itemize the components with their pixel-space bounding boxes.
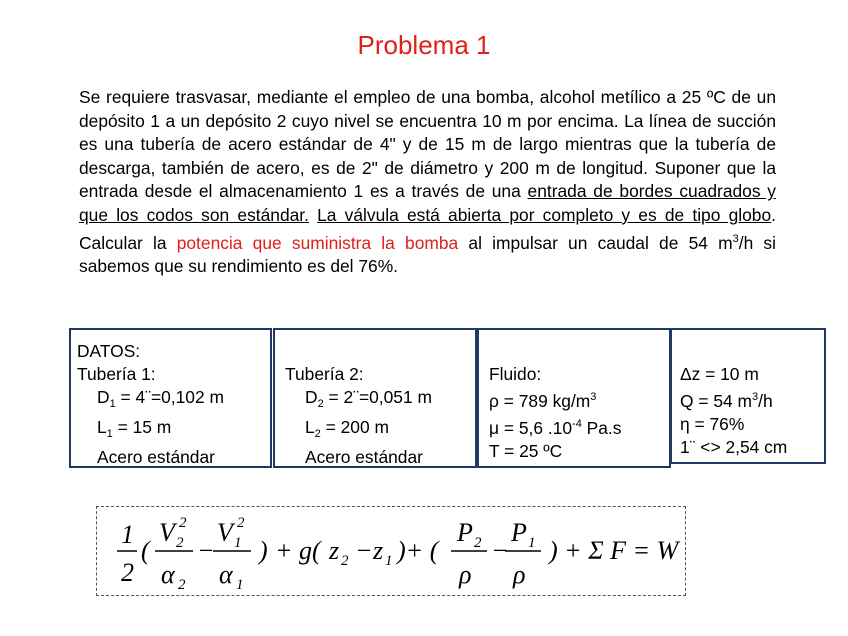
energy-balance-equation: [96, 506, 686, 596]
eq-rparen: ): [259, 536, 268, 565]
eq-a1: α: [219, 560, 233, 589]
delta-z: Δz = 10 m: [680, 364, 759, 384]
tuberia-2-title: Tubería 2:: [285, 364, 364, 384]
eq-minus: −: [491, 536, 509, 565]
statement-text: al impulsar un caudal de 54 m: [458, 232, 733, 253]
eq-v2-sup: 2: [179, 515, 187, 531]
fluido-viscosity: μ = 5,6 $.10^{-4}$ Pa.s: [489, 418, 622, 438]
eq-v2: V: [159, 518, 175, 547]
fluido-temperature: T = 25 ºC: [489, 441, 563, 461]
datos-box-fluido: [477, 328, 671, 468]
datos-heading: DATOS:: [77, 341, 141, 361]
eq-z1: z: [373, 536, 384, 565]
statement-text: [309, 205, 317, 225]
statement-text: . Calcular la: [79, 204, 776, 253]
tuberia-2-material: Acero estándar: [305, 447, 423, 467]
statement-text: Se requiere trasvasar, mediante el empleo de una bomba, alcohol metílico a 25 ºC de un depósito 1 a un depósito 2 cuyo nivel se encuentra 10 m por encima. La línea de succión es una tubería de acero estándar de 4" y de 15 m de largo mientras que la tubería de descarga, también de acero, es de 2" de diámetro y 200 m de longitud. Suponer que la entrada desde el almacenamiento 1 es a través de una: [79, 87, 776, 202]
datos-box-tuberia-2: [273, 328, 477, 468]
eq-rho: ρ: [459, 560, 472, 589]
eq-v2-sub: 2: [176, 535, 184, 551]
eq-half-den: 2: [121, 558, 134, 587]
eq-z1-sub: 1: [385, 553, 393, 569]
statement-underlined-valve: La válvula está abierta por completo y es de tipo globo: [317, 204, 772, 225]
eq-minus: −: [355, 536, 373, 565]
inch-conversion: 1¨ <> 2,54 cm: [680, 437, 788, 457]
tuberia-1-material: Acero estándar: [97, 447, 215, 467]
eq-gravity-term: + g(: [275, 536, 321, 565]
eq-a2-sub: 2: [178, 577, 186, 593]
eq-a2: α: [161, 560, 175, 589]
eq-rho: ρ: [513, 560, 526, 589]
rendimiento: η = 76%: [680, 414, 745, 434]
eq-v1: V: [217, 518, 233, 547]
eq-v1-sub: 1: [234, 535, 242, 551]
eq-p2-sub: 2: [474, 535, 482, 551]
fluido-title: Fluido:: [489, 364, 542, 384]
eq-z2: z: [329, 536, 340, 565]
eq-z2-sub: 2: [341, 553, 349, 569]
eq-lparen: (: [141, 536, 150, 565]
tuberia-2-diameter: $D_2$ = 2¨=0,051 m: [305, 387, 432, 410]
eq-a1-sub: 1: [236, 577, 244, 593]
eq-p2: P: [457, 518, 473, 547]
statement-highlight-power: potencia que suministra la bomba: [176, 232, 459, 253]
problem-statement: [79, 86, 776, 279]
tuberia-1-length: $L_1 = 15$ m: [97, 417, 172, 440]
datos-box-otros: [670, 328, 826, 464]
statement-underlined-entrance: entrada de bordes cuadrados y que los codos son estándar.: [79, 181, 776, 225]
equation-svg: [97, 507, 687, 597]
fluido-density: ρ = 789 $kg/m^3$: [489, 391, 597, 411]
statement-sup: 3: [732, 232, 739, 245]
statement-text: /h si sabemos que su rendimiento es del 76%.: [79, 232, 776, 277]
eq-p1-sub: 1: [528, 535, 536, 551]
eq-minus: −: [197, 536, 215, 565]
page-title: Problema 1: [357, 30, 491, 60]
tuberia-1-title: Tubería 1:: [77, 364, 156, 384]
caudal: Q = 54 $m^3/h$: [680, 391, 773, 411]
eq-v1-sup: 2: [237, 515, 245, 531]
eq-half-num: 1: [121, 520, 134, 549]
tuberia-2-length: $L_2 = 200$ m: [305, 417, 389, 440]
datos-box-tuberia-1: [69, 328, 272, 468]
tuberia-1-diameter: $D_1$ = 4¨=0,102 m: [97, 387, 224, 410]
eq-tail: ) + Σ F = W: [549, 536, 679, 565]
eq-p1: P: [511, 518, 527, 547]
eq-close-plus: )+ (: [397, 536, 439, 565]
